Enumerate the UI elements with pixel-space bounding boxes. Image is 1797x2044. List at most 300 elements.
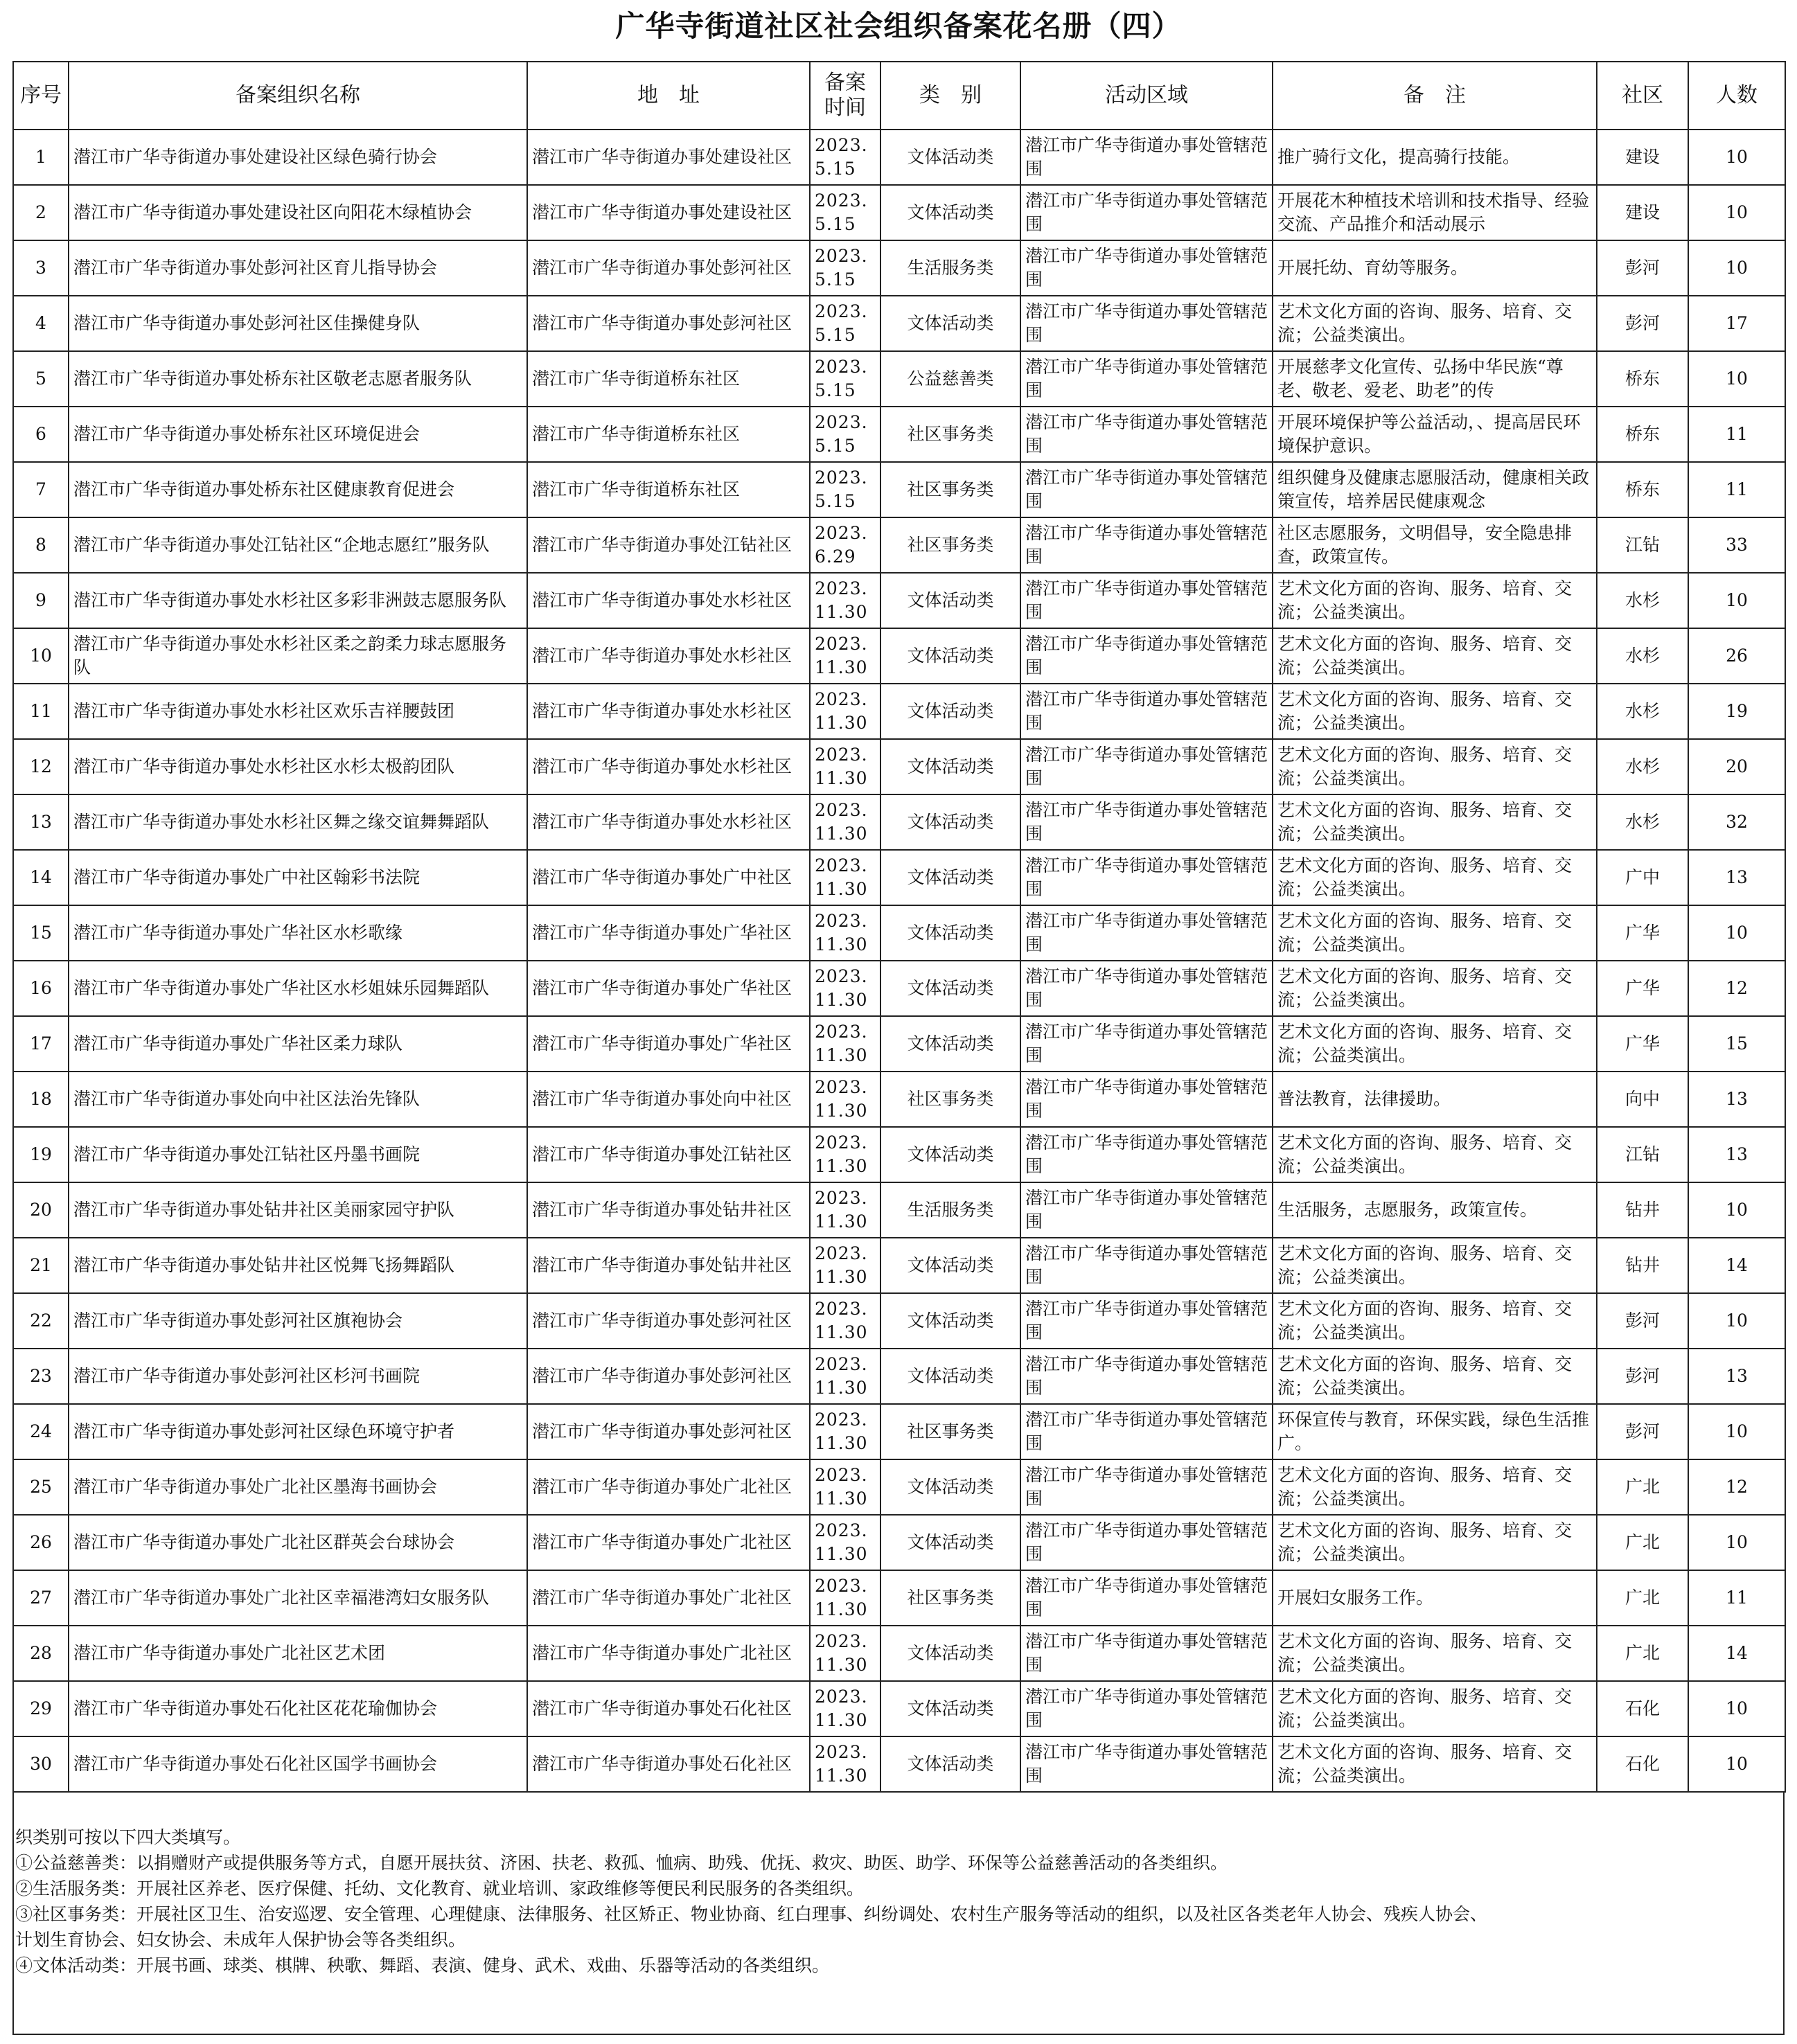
row-address xyxy=(527,850,810,905)
header-address: 地 址 xyxy=(527,62,810,130)
address-text: 潜江市广华寺街道办事处水杉社区 xyxy=(532,646,793,666)
remarks-text: 艺术文化方面的咨询、服务、培育、交流；公益类演出。 xyxy=(1277,800,1573,844)
row-address xyxy=(527,1570,810,1626)
area-text: 潜江市广华寺街道办事处管辖范围 xyxy=(1025,634,1268,677)
row-org-name xyxy=(69,407,527,462)
row-no: 24 xyxy=(13,1404,69,1459)
row-remarks xyxy=(1273,517,1597,573)
date-year: 2023. xyxy=(815,1132,868,1153)
row-address xyxy=(527,1626,810,1681)
row-area xyxy=(1020,517,1273,573)
row-no: 6 xyxy=(13,407,69,462)
address-text: 潜江市广华寺街道办事处石化社区 xyxy=(532,1754,793,1774)
row-members: 11 xyxy=(1688,462,1785,517)
table-row xyxy=(13,961,1785,1016)
date-month-day: 11.30 xyxy=(815,1156,868,1176)
date-month-day: 11.30 xyxy=(815,1766,868,1786)
row-category: 公益慈善类 xyxy=(880,351,1020,407)
row-org-name xyxy=(69,130,527,185)
row-members: 19 xyxy=(1688,684,1785,739)
row-remarks xyxy=(1273,1681,1597,1736)
row-org-name xyxy=(69,517,527,573)
date-year: 2023. xyxy=(815,412,868,432)
row-address xyxy=(527,240,810,296)
date-year: 2023. xyxy=(815,135,868,155)
row-community: 建设 xyxy=(1597,185,1688,240)
area-text: 潜江市广华寺街道办事处管辖范围 xyxy=(1025,1631,1268,1675)
row-community: 江钻 xyxy=(1597,1127,1688,1182)
table-row xyxy=(13,1182,1785,1238)
address-text: 潜江市广华寺街道办事处广华社区 xyxy=(532,1033,793,1054)
row-no: 9 xyxy=(13,573,69,628)
date-year: 2023. xyxy=(815,1520,868,1540)
row-members: 10 xyxy=(1688,1681,1785,1736)
row-community: 广北 xyxy=(1597,1515,1688,1570)
table-row xyxy=(13,1736,1785,1792)
row-community: 钻井 xyxy=(1597,1182,1688,1238)
row-no: 3 xyxy=(13,240,69,296)
row-members: 10 xyxy=(1688,130,1785,185)
row-address xyxy=(527,573,810,628)
date-year: 2023. xyxy=(815,689,868,709)
remarks-text: 开展环境保护等公益活动，、提高居民环境保护意识。 xyxy=(1277,412,1581,456)
date-year: 2023. xyxy=(815,1687,868,1707)
address-text: 潜江市广华寺街道办事处向中社区 xyxy=(532,1089,793,1109)
address-text: 潜江市广华寺街道办事处彭河社区 xyxy=(532,1366,793,1386)
row-area xyxy=(1020,1681,1273,1736)
row-remarks xyxy=(1273,1016,1597,1072)
row-date xyxy=(810,1349,880,1404)
row-no: 11 xyxy=(13,684,69,739)
date-year: 2023. xyxy=(815,855,868,876)
row-members: 13 xyxy=(1688,1072,1785,1127)
address-text: 潜江市广华寺街道办事处彭河社区 xyxy=(532,1421,793,1441)
remarks-text: 艺术文化方面的咨询、服务、培育、交流；公益类演出。 xyxy=(1277,1631,1573,1675)
address-text: 潜江市广华寺街道桥东社区 xyxy=(532,479,741,499)
row-category: 文体活动类 xyxy=(880,1459,1020,1515)
row-no: 20 xyxy=(13,1182,69,1238)
address-text: 潜江市广华寺街道桥东社区 xyxy=(532,424,741,444)
org-name-text: 潜江市广华寺街道办事处广北社区幸福港湾妇女服务队 xyxy=(73,1588,490,1608)
remarks-text: 开展托幼、育幼等服务。 xyxy=(1277,258,1469,278)
remarks-text: 推广骑行文化，提高骑行技能。 xyxy=(1277,147,1521,167)
header-remarks: 备 注 xyxy=(1273,62,1597,130)
row-no: 1 xyxy=(13,130,69,185)
remarks-text: 生活服务，志愿服务，政策宣传。 xyxy=(1277,1200,1538,1220)
table-row xyxy=(13,850,1785,905)
org-name-text: 潜江市广华寺街道办事处向中社区法治先锋队 xyxy=(73,1089,421,1109)
row-area xyxy=(1020,1736,1273,1792)
row-address xyxy=(527,1293,810,1349)
address-text: 潜江市广华寺街道办事处建设社区 xyxy=(532,202,793,222)
row-date xyxy=(810,1515,880,1570)
row-area xyxy=(1020,1182,1273,1238)
row-date xyxy=(810,240,880,296)
row-address xyxy=(527,130,810,185)
row-community: 水杉 xyxy=(1597,794,1688,850)
row-community: 彭河 xyxy=(1597,240,1688,296)
row-remarks xyxy=(1273,684,1597,739)
row-area xyxy=(1020,462,1273,517)
date-month-day: 11.30 xyxy=(815,1433,868,1453)
row-remarks xyxy=(1273,407,1597,462)
row-members: 10 xyxy=(1688,185,1785,240)
row-date xyxy=(810,130,880,185)
notes xyxy=(15,1824,1779,1978)
row-address xyxy=(527,1736,810,1792)
row-date xyxy=(810,296,880,351)
row-members: 13 xyxy=(1688,1349,1785,1404)
area-text: 潜江市广华寺街道办事处管辖范围 xyxy=(1025,1188,1268,1232)
row-remarks xyxy=(1273,1459,1597,1515)
row-no: 26 xyxy=(13,1515,69,1570)
area-text: 潜江市广华寺街道办事处管辖范围 xyxy=(1025,966,1268,1010)
address-text: 潜江市广华寺街道办事处广北社区 xyxy=(532,1643,793,1663)
address-text: 潜江市广华寺街道办事处彭河社区 xyxy=(532,258,793,278)
address-text: 潜江市广华寺街道办事处水杉社区 xyxy=(532,701,793,721)
row-category: 文体活动类 xyxy=(880,684,1020,739)
date-year: 2023. xyxy=(815,634,868,654)
table-row xyxy=(13,794,1785,850)
row-members: 10 xyxy=(1688,573,1785,628)
row-no: 16 xyxy=(13,961,69,1016)
row-address xyxy=(527,517,810,573)
date-month-day: 11.30 xyxy=(815,824,868,844)
date-month-day: 11.30 xyxy=(815,1599,868,1619)
row-community: 彭河 xyxy=(1597,1404,1688,1459)
table-row xyxy=(13,628,1785,684)
row-no: 21 xyxy=(13,1238,69,1293)
row-no: 22 xyxy=(13,1293,69,1349)
row-community: 广华 xyxy=(1597,1016,1688,1072)
row-members: 11 xyxy=(1688,1570,1785,1626)
area-text: 潜江市广华寺街道办事处管辖范围 xyxy=(1025,578,1268,622)
row-area xyxy=(1020,1293,1273,1349)
row-area xyxy=(1020,1072,1273,1127)
row-remarks xyxy=(1273,130,1597,185)
table-row xyxy=(13,185,1785,240)
row-org-name xyxy=(69,1072,527,1127)
remarks-text: 艺术文化方面的咨询、服务、培育、交流；公益类演出。 xyxy=(1277,1022,1573,1065)
row-category: 文体活动类 xyxy=(880,185,1020,240)
row-date xyxy=(810,462,880,517)
date-month-day: 11.30 xyxy=(815,1378,868,1398)
row-category: 文体活动类 xyxy=(880,739,1020,794)
row-no: 23 xyxy=(13,1349,69,1404)
row-area xyxy=(1020,794,1273,850)
row-address xyxy=(527,961,810,1016)
row-category: 文体活动类 xyxy=(880,1016,1020,1072)
date-year: 2023. xyxy=(815,745,868,765)
remarks-text: 艺术文化方面的咨询、服务、培育、交流；公益类演出。 xyxy=(1277,1132,1573,1176)
row-remarks xyxy=(1273,1238,1597,1293)
row-community: 水杉 xyxy=(1597,628,1688,684)
row-remarks xyxy=(1273,1182,1597,1238)
row-no: 5 xyxy=(13,351,69,407)
row-category: 文体活动类 xyxy=(880,1681,1020,1736)
row-address xyxy=(527,462,810,517)
area-text: 潜江市广华寺街道办事处管辖范围 xyxy=(1025,1077,1268,1121)
row-no: 4 xyxy=(13,296,69,351)
area-text: 潜江市广华寺街道办事处管辖范围 xyxy=(1025,523,1268,567)
area-text: 潜江市广华寺街道办事处管辖范围 xyxy=(1025,1576,1268,1619)
date-month-day: 11.30 xyxy=(815,1322,868,1342)
row-members: 12 xyxy=(1688,961,1785,1016)
row-org-name xyxy=(69,1626,527,1681)
row-category: 社区事务类 xyxy=(880,517,1020,573)
row-address xyxy=(527,684,810,739)
table-row xyxy=(13,573,1785,628)
row-date xyxy=(810,573,880,628)
table-row xyxy=(13,462,1785,517)
row-category: 文体活动类 xyxy=(880,1238,1020,1293)
row-remarks xyxy=(1273,739,1597,794)
remarks-text: 艺术文化方面的咨询、服务、培育、交流；公益类演出。 xyxy=(1277,301,1573,345)
table-row xyxy=(13,296,1785,351)
note-intro: 织类别可按以下四大类填写。 xyxy=(15,1827,241,1847)
row-remarks xyxy=(1273,296,1597,351)
remarks-text: 开展花木种植技术培训和技术指导、经验交流、产品推介和活动展示 xyxy=(1277,190,1590,234)
date-month-day: 11.30 xyxy=(815,1101,868,1121)
row-address xyxy=(527,1349,810,1404)
row-org-name xyxy=(69,1349,527,1404)
row-org-name xyxy=(69,1681,527,1736)
table-row xyxy=(13,130,1785,185)
date-year: 2023. xyxy=(815,800,868,820)
row-members: 10 xyxy=(1688,1182,1785,1238)
row-org-name xyxy=(69,1016,527,1072)
org-name-text: 潜江市广华寺街道办事处水杉社区欢乐吉祥腰鼓团 xyxy=(73,701,455,721)
row-org-name xyxy=(69,1404,527,1459)
table-header-row xyxy=(13,62,1785,130)
row-org-name xyxy=(69,628,527,684)
row-date xyxy=(810,1127,880,1182)
row-category: 生活服务类 xyxy=(880,1182,1020,1238)
date-month-day: 11.30 xyxy=(815,1544,868,1564)
address-text: 潜江市广华寺街道办事处钻井社区 xyxy=(532,1200,793,1220)
date-year: 2023. xyxy=(815,1631,868,1651)
org-name-text: 潜江市广华寺街道办事处广华社区水杉姐妹乐园舞蹈队 xyxy=(73,978,490,998)
row-area xyxy=(1020,905,1273,961)
row-category: 社区事务类 xyxy=(880,1570,1020,1626)
date-month-day: 5.15 xyxy=(815,436,856,456)
date-year: 2023. xyxy=(815,1188,868,1208)
date-month-day: 11.30 xyxy=(815,602,868,622)
row-remarks xyxy=(1273,1736,1597,1792)
row-address xyxy=(527,1127,810,1182)
row-address xyxy=(527,296,810,351)
org-name-text: 潜江市广华寺街道办事处彭河社区旗袍协会 xyxy=(73,1310,403,1331)
address-text: 潜江市广华寺街道办事处广中社区 xyxy=(532,867,793,887)
area-text: 潜江市广华寺街道办事处管辖范围 xyxy=(1025,357,1268,400)
row-org-name xyxy=(69,1570,527,1626)
org-name-text: 潜江市广华寺街道办事处水杉社区多彩非洲鼓志愿服务队 xyxy=(73,590,507,610)
table-row xyxy=(13,240,1785,296)
address-text: 潜江市广华寺街道办事处广北社区 xyxy=(532,1532,793,1552)
org-name-text: 潜江市广华寺街道办事处江钻社区“企地志愿红”服务队 xyxy=(73,535,490,555)
row-category: 生活服务类 xyxy=(880,240,1020,296)
row-area xyxy=(1020,850,1273,905)
area-text: 潜江市广华寺街道办事处管辖范围 xyxy=(1025,911,1268,954)
row-category: 社区事务类 xyxy=(880,1072,1020,1127)
header-area: 活动区域 xyxy=(1020,62,1273,130)
remarks-text: 艺术文化方面的咨询、服务、培育、交流；公益类演出。 xyxy=(1277,855,1573,899)
table-row xyxy=(13,1459,1785,1515)
row-area xyxy=(1020,240,1273,296)
row-members: 13 xyxy=(1688,850,1785,905)
remarks-text: 组织健身及健康志愿服活动，健康相关政策宣传，培养居民健康观念 xyxy=(1277,468,1590,511)
address-text: 潜江市广华寺街道桥东社区 xyxy=(532,368,741,389)
org-name-text: 潜江市广华寺街道办事处钻井社区悦舞飞扬舞蹈队 xyxy=(73,1255,455,1275)
row-date xyxy=(810,351,880,407)
org-name-text: 潜江市广华寺街道办事处广中社区翰彩书法院 xyxy=(73,867,421,887)
date-year: 2023. xyxy=(815,468,868,488)
remarks-text: 艺术文化方面的咨询、服务、培育、交流；公益类演出。 xyxy=(1277,689,1573,733)
org-name-text: 潜江市广华寺街道办事处广华社区柔力球队 xyxy=(73,1033,403,1054)
row-address xyxy=(527,1016,810,1072)
org-name-text: 潜江市广华寺街道办事处彭河社区佳操健身队 xyxy=(73,313,421,333)
row-org-name xyxy=(69,462,527,517)
row-community: 广华 xyxy=(1597,905,1688,961)
row-no: 10 xyxy=(13,628,69,684)
org-name-text: 潜江市广华寺街道办事处桥东社区敬老志愿者服务队 xyxy=(73,368,472,389)
date-year: 2023. xyxy=(815,246,868,266)
row-community: 彭河 xyxy=(1597,1349,1688,1404)
row-members: 14 xyxy=(1688,1626,1785,1681)
row-address xyxy=(527,1238,810,1293)
date-month-day: 5.15 xyxy=(815,380,856,400)
row-no: 18 xyxy=(13,1072,69,1127)
row-members: 32 xyxy=(1688,794,1785,850)
table-row xyxy=(13,1293,1785,1349)
remarks-text: 艺术文化方面的咨询、服务、培育、交流；公益类演出。 xyxy=(1277,1465,1573,1509)
date-month-day: 5.15 xyxy=(815,491,856,511)
remarks-text: 艺术文化方面的咨询、服务、培育、交流；公益类演出。 xyxy=(1277,1687,1573,1730)
row-org-name xyxy=(69,850,527,905)
area-text: 潜江市广华寺街道办事处管辖范围 xyxy=(1025,855,1268,899)
date-year: 2023. xyxy=(815,1077,868,1097)
row-members: 10 xyxy=(1688,240,1785,296)
date-year: 2023. xyxy=(815,966,868,986)
row-community: 石化 xyxy=(1597,1736,1688,1792)
row-category: 文体活动类 xyxy=(880,1293,1020,1349)
row-date xyxy=(810,1016,880,1072)
table-row xyxy=(13,1238,1785,1293)
row-date xyxy=(810,1459,880,1515)
row-category: 文体活动类 xyxy=(880,1127,1020,1182)
row-members: 12 xyxy=(1688,1459,1785,1515)
date-month-day: 5.15 xyxy=(815,159,856,179)
row-date xyxy=(810,628,880,684)
row-members: 17 xyxy=(1688,296,1785,351)
area-text: 潜江市广华寺街道办事处管辖范围 xyxy=(1025,1354,1268,1398)
table-row xyxy=(13,1349,1785,1404)
row-community: 彭河 xyxy=(1597,296,1688,351)
org-name-text: 潜江市广华寺街道办事处广北社区墨海书画协会 xyxy=(73,1477,438,1497)
row-date xyxy=(810,1072,880,1127)
remarks-text: 开展妇女服务工作。 xyxy=(1277,1588,1434,1608)
table-row xyxy=(13,351,1785,407)
area-text: 潜江市广华寺街道办事处管辖范围 xyxy=(1025,689,1268,733)
row-no: 19 xyxy=(13,1127,69,1182)
row-area xyxy=(1020,573,1273,628)
org-name-text: 潜江市广华寺街道办事处桥东社区健康教育促进会 xyxy=(73,479,455,499)
date-month-day: 5.15 xyxy=(815,325,856,345)
row-no: 14 xyxy=(13,850,69,905)
date-year: 2023. xyxy=(815,578,868,598)
date-year: 2023. xyxy=(815,1299,868,1319)
row-category: 社区事务类 xyxy=(880,462,1020,517)
date-month-day: 6.29 xyxy=(815,546,856,567)
area-text: 潜江市广华寺街道办事处管辖范围 xyxy=(1025,1410,1268,1453)
date-year: 2023. xyxy=(815,301,868,321)
remarks-text: 普法教育，法律援助。 xyxy=(1277,1089,1451,1109)
area-text: 潜江市广华寺街道办事处管辖范围 xyxy=(1025,1132,1268,1176)
org-name-text: 潜江市广华寺街道办事处建设社区向阳花木绿植协会 xyxy=(73,202,472,222)
area-text: 潜江市广华寺街道办事处管辖范围 xyxy=(1025,800,1268,844)
date-month-day: 11.30 xyxy=(815,934,868,954)
row-org-name xyxy=(69,961,527,1016)
area-text: 潜江市广华寺街道办事处管辖范围 xyxy=(1025,468,1268,511)
note-life-service: ②生活服务类：开展社区养老、医疗保健、托幼、文化教育、就业培训、家政维修等便民利民服务的各类组织。 xyxy=(15,1878,865,1899)
row-address xyxy=(527,794,810,850)
header-no: 序号 xyxy=(13,62,69,130)
org-name-text: 潜江市广华寺街道办事处水杉社区柔之韵柔力球志愿服务队 xyxy=(73,634,507,677)
remarks-text: 艺术文化方面的咨询、服务、培育、交流；公益类演出。 xyxy=(1277,1742,1573,1786)
table-row xyxy=(13,1515,1785,1570)
row-date xyxy=(810,1238,880,1293)
row-community: 广北 xyxy=(1597,1626,1688,1681)
remarks-text: 艺术文化方面的咨询、服务、培育、交流；公益类演出。 xyxy=(1277,634,1573,677)
row-remarks xyxy=(1273,905,1597,961)
row-remarks xyxy=(1273,628,1597,684)
table-row xyxy=(13,517,1785,573)
org-name-text: 潜江市广华寺街道办事处石化社区花花瑜伽协会 xyxy=(73,1698,438,1718)
row-community: 钻井 xyxy=(1597,1238,1688,1293)
remarks-text: 艺术文化方面的咨询、服务、培育、交流；公益类演出。 xyxy=(1277,1299,1573,1342)
row-area xyxy=(1020,351,1273,407)
row-members: 10 xyxy=(1688,905,1785,961)
row-no: 2 xyxy=(13,185,69,240)
row-community: 水杉 xyxy=(1597,739,1688,794)
org-name-text: 潜江市广华寺街道办事处广华社区水杉歌缘 xyxy=(73,923,403,943)
date-month-day: 11.30 xyxy=(815,1267,868,1287)
header-category: 类 别 xyxy=(880,62,1020,130)
date-year: 2023. xyxy=(815,1022,868,1042)
row-org-name xyxy=(69,1127,527,1182)
area-text: 潜江市广华寺街道办事处管辖范围 xyxy=(1025,1465,1268,1509)
row-remarks xyxy=(1273,240,1597,296)
row-members: 10 xyxy=(1688,351,1785,407)
page-title: 广华寺街道社区社会组织备案花名册（四） xyxy=(615,9,1182,43)
registration-table xyxy=(12,61,1786,1793)
row-no: 17 xyxy=(13,1016,69,1072)
row-area xyxy=(1020,684,1273,739)
row-area xyxy=(1020,1127,1273,1182)
area-text: 潜江市广华寺街道办事处管辖范围 xyxy=(1025,135,1268,179)
remarks-text: 艺术文化方面的咨询、服务、培育、交流；公益类演出。 xyxy=(1277,966,1573,1010)
area-text: 潜江市广华寺街道办事处管辖范围 xyxy=(1025,412,1268,456)
row-category: 社区事务类 xyxy=(880,1404,1020,1459)
area-text: 潜江市广华寺街道办事处管辖范围 xyxy=(1025,1742,1268,1786)
row-no: 29 xyxy=(13,1681,69,1736)
row-category: 文体活动类 xyxy=(880,628,1020,684)
row-no: 27 xyxy=(13,1570,69,1626)
row-area xyxy=(1020,628,1273,684)
row-no: 13 xyxy=(13,794,69,850)
row-date xyxy=(810,684,880,739)
row-community: 广中 xyxy=(1597,850,1688,905)
